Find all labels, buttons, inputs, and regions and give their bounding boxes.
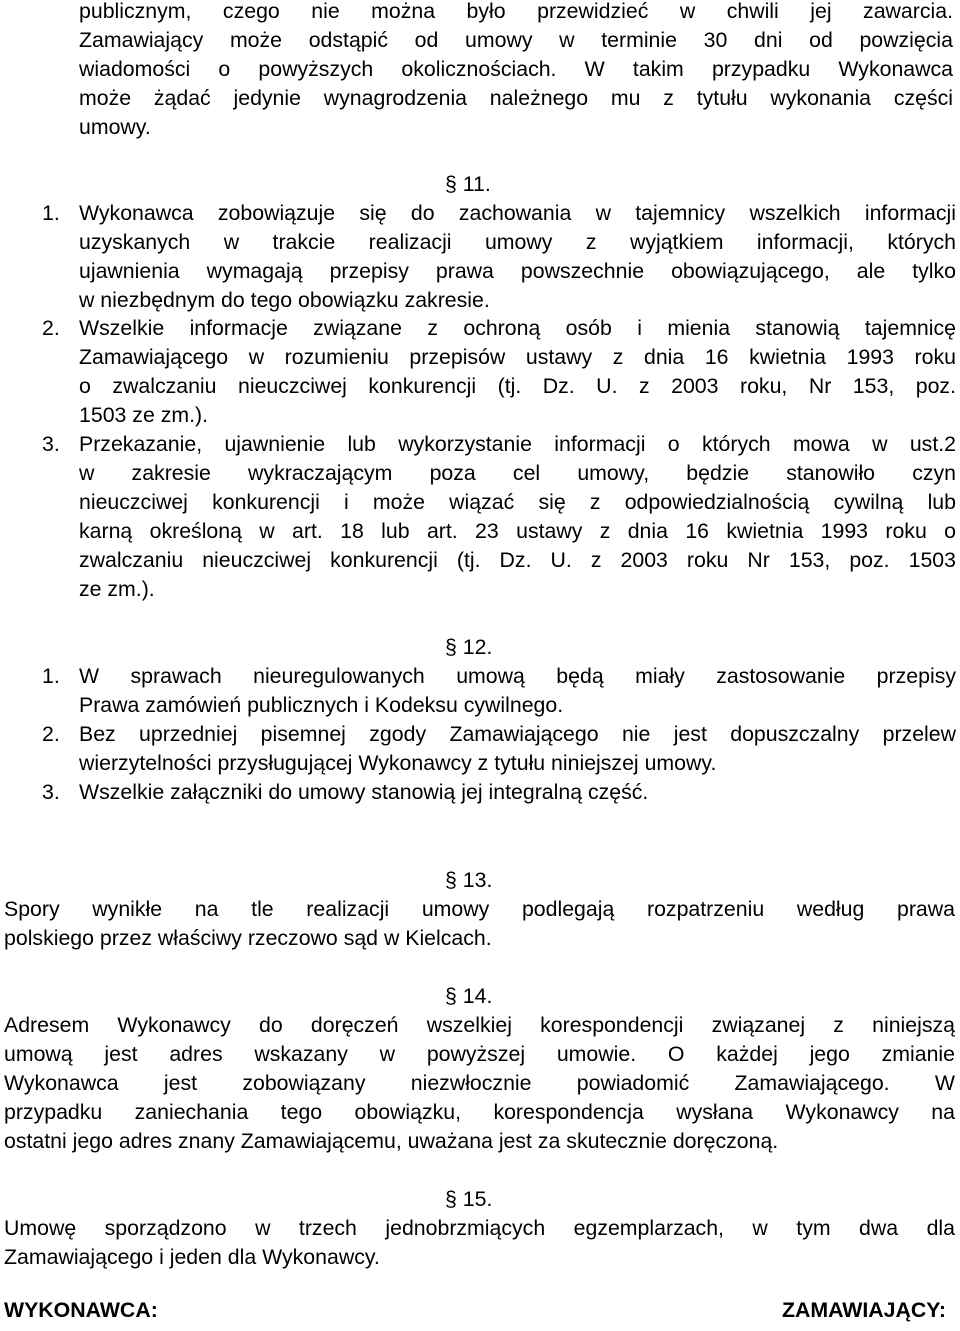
section-heading-15: § 15. xyxy=(445,1187,493,1211)
section-heading-11: § 11. xyxy=(445,172,491,196)
item-line: o zwalczaniu nieuczciwej konkurencji (tj. Dz. U. z 2003 roku, Nr 153, poz. xyxy=(79,374,956,398)
item-line: Przekazanie, ujawnienie lub wykorzystanie informacji o których mowa w ust.2 xyxy=(79,432,956,456)
item-line: Prawa zamówień publicznych i Kodeksu cywilnego. xyxy=(79,693,564,717)
intro-line: wiadomości o powyższych okolicznościach. W takim przypadku Wykonawca xyxy=(79,57,953,81)
item-line: w zakresie wykraczającym poza cel umowy, będzie stanowiło czyn xyxy=(79,461,956,485)
intro-line: publicznym, czego nie można było przewidzieć w chwili jej zawarcia. xyxy=(79,0,953,23)
item-number: 2. xyxy=(42,722,60,746)
intro-line: Zamawiający może odstąpić od umowy w terminie 30 dni od powzięcia xyxy=(79,28,953,52)
item-line: zwalczaniu nieuczciwej konkurencji (tj. Dz. U. z 2003 roku Nr 153, poz. 1503 xyxy=(79,548,956,572)
s13-paragraph xyxy=(4,895,955,953)
item-line: ujawnienia wymagają przepisy prawa powszechnie obowiązującego, ale tylko xyxy=(79,259,956,283)
paragraph-line: umową jest adres wskazany w powyższej umowie. O każdej jego zmianie xyxy=(4,1042,955,1066)
item-number: 1. xyxy=(42,664,60,688)
paragraph-line: Wykonawca jest zobowiązany niezwłocznie powiadomić Zamawiającego. W xyxy=(4,1071,955,1095)
s15-paragraph xyxy=(4,1214,955,1272)
item-number: 2. xyxy=(42,316,60,340)
item-line: Wykonawca zobowiązuje się do zachowania w tajemnicy wszelkich informacji xyxy=(79,201,956,225)
section-heading-12: § 12. xyxy=(445,635,493,659)
paragraph-line: przypadku zaniechania tego obowiązku, korespondencja wysłana Wykonawcy na xyxy=(4,1100,955,1124)
paragraph-line: ostatni jego adres znany Zamawiającemu, uważana jest za skutecznie doręczoną. xyxy=(4,1129,779,1153)
item-line: W sprawach nieuregulowanych umową będą miały zastosowanie przepisy xyxy=(79,664,956,688)
paragraph-line: polskiego przez właściwy rzeczowo sąd w Kielcach. xyxy=(4,926,492,950)
client-signature-label: ZAMAWIAJĄCY: xyxy=(781,1298,946,1322)
paragraph-line: Spory wynikłe na tle realizacji umowy podlegają rozpatrzeniu według prawa xyxy=(4,897,955,921)
intro-paragraph xyxy=(79,0,953,142)
item-line: wierzytelności przysługującej Wykonawcy z tytułu niniejszej umowy. xyxy=(79,751,717,775)
item-line: uzyskanych w trakcie realizacji umowy z wyjątkiem informacji, których xyxy=(79,230,956,254)
s14-paragraph xyxy=(4,1011,955,1156)
item-line: karną określoną w art. 18 lub art. 23 ustawy z dnia 16 kwietnia 1993 roku o xyxy=(79,519,956,543)
item-number: 3. xyxy=(42,780,60,804)
section-heading-14: § 14. xyxy=(445,984,493,1008)
item-line: Wszelkie informacje związane z ochroną osób i mienia stanowią tajemnicę xyxy=(79,316,956,340)
item-line: Zamawiającego w rozumieniu przepisów ustawy z dnia 16 kwietnia 1993 roku xyxy=(79,345,956,369)
paragraph-line: Adresem Wykonawcy do doręczeń wszelkiej korespondencji związanej z niniejszą xyxy=(4,1013,955,1037)
item-line: nieuczciwej konkurencji i może wiązać się z odpowiedzialnością cywilną lub xyxy=(79,490,956,514)
intro-line: umowy. xyxy=(79,115,151,139)
item-line: w niezbędnym do tego obowiązku zakresie. xyxy=(79,288,490,312)
intro-line: może żądać jedynie wynagrodzenia należnego mu z tytułu wykonania części xyxy=(79,86,953,110)
item-number: 3. xyxy=(42,432,60,456)
item-line: Bez uprzedniej pisemnej zgody Zamawiającego nie jest dopuszczalny przelew xyxy=(79,722,956,746)
item-line: Wszelkie załączniki do umowy stanowią jej integralną część. xyxy=(79,780,649,804)
contractor-signature-label: WYKONAWCA: xyxy=(4,1298,158,1322)
item-line: ze zm.). xyxy=(79,577,155,601)
item-number: 1. xyxy=(42,201,60,225)
paragraph-line: Zamawiającego i jeden dla Wykonawcy. xyxy=(4,1245,380,1269)
section-heading-13: § 13. xyxy=(445,868,493,892)
item-line: 1503 ze zm.). xyxy=(79,403,209,427)
paragraph-line: Umowę sporządzono w trzech jednobrzmiących egzemplarzach, w tym dwa dla xyxy=(4,1216,955,1240)
